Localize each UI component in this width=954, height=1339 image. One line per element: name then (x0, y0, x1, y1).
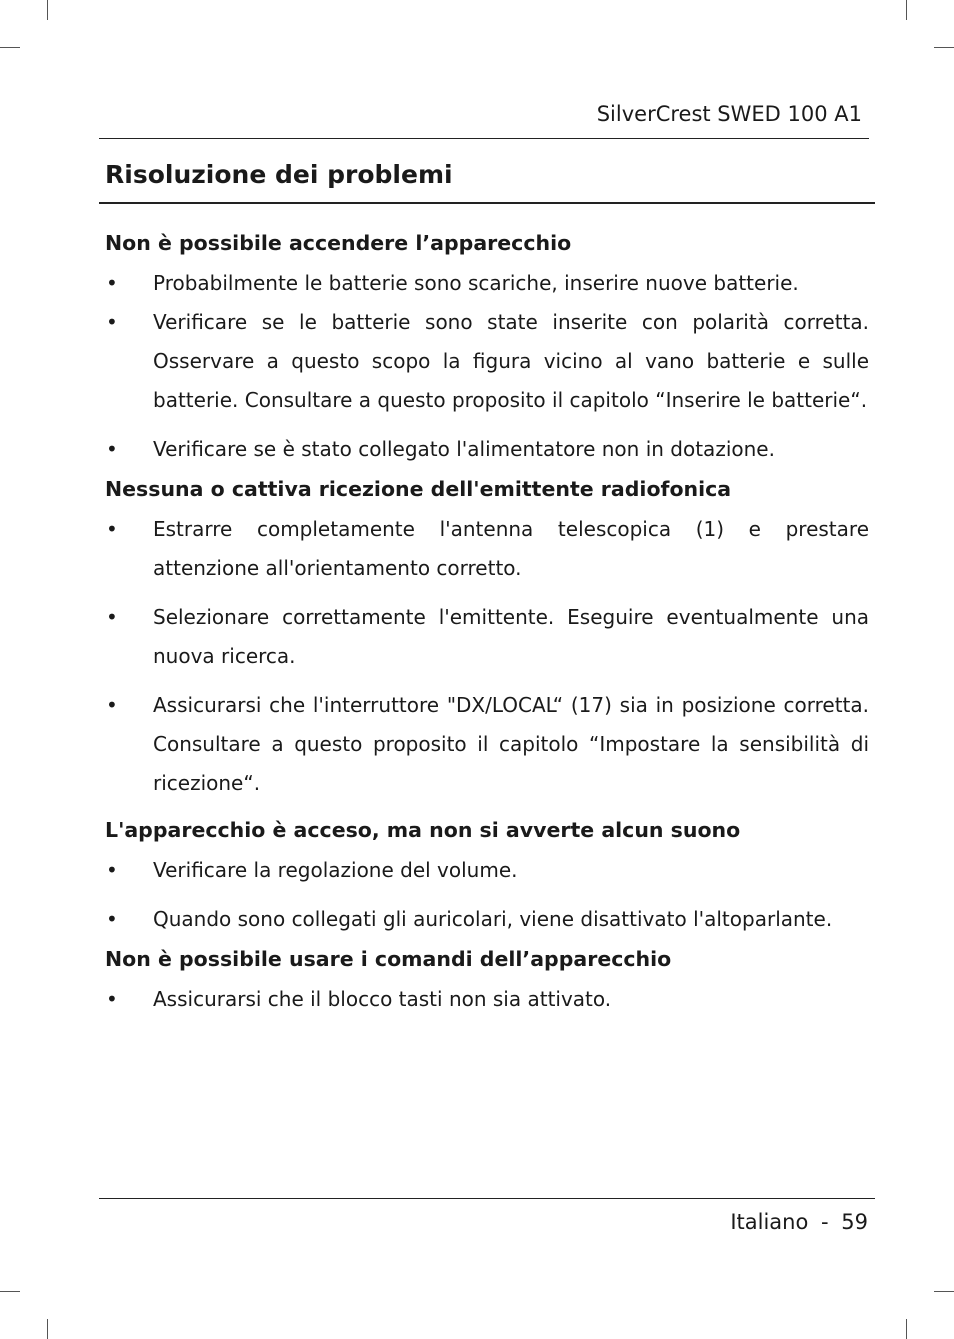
page-title: Risoluzione dei problemi (105, 160, 453, 189)
list-item (105, 851, 869, 890)
list-item-text: Assicurarsi che il blocco tasti non sia attivato. (153, 987, 612, 1011)
list-item-text: Verificare se le batterie sono state inserite con polarità corretta. Osservare a questo scopo la figura vicino al vano batterie e sulle batterie. Consultare a questo proposito il capitolo “Inserire le batterie“. (153, 310, 869, 412)
list-item (105, 686, 869, 803)
bullet-icon: • (106, 907, 118, 931)
bullet-icon: • (106, 693, 118, 717)
page-number: 59 (841, 1210, 868, 1234)
header-product: SilverCrest SWED 100 A1 (596, 102, 862, 126)
crop-mark (934, 1291, 954, 1292)
troubleshooting-content (105, 226, 869, 1019)
crop-mark (0, 1291, 20, 1292)
bullet-icon: • (106, 517, 118, 541)
list-item (105, 900, 869, 939)
crop-mark (47, 1319, 48, 1339)
footer-rule (99, 1198, 875, 1199)
bullet-icon: • (106, 437, 118, 461)
bullet-icon: • (106, 987, 118, 1011)
list-item (105, 264, 869, 303)
list-item-text: Verificare la regolazione del volume. (153, 858, 518, 882)
title-rule (99, 202, 875, 204)
footer-separator: - (821, 1210, 829, 1234)
list-item-text: Selezionare correttamente l'emittente. Eseguire eventualmente una nuova ricerca. (153, 605, 869, 668)
crop-mark (47, 0, 48, 20)
crop-mark (934, 47, 954, 48)
list-item (105, 303, 869, 420)
list-item (105, 430, 869, 469)
list-item (105, 598, 869, 676)
bullet-icon: • (106, 271, 118, 295)
footer-language: Italiano (730, 1210, 809, 1234)
bullet-icon: • (106, 858, 118, 882)
crop-mark (906, 1319, 907, 1339)
crop-mark (0, 47, 20, 48)
list-item-text: Probabilmente le batterie sono scariche, inserire nuove batterie. (153, 271, 799, 295)
list-item-text: Assicurarsi che l'interruttore "DX/LOCAL“ (17) sia in posizione corretta. Consultare a questo proposito il capitolo “Impostare la sensibilità di ricezione“. (153, 693, 869, 795)
subsection-heading: Nessuna o cattiva ricezione dell'emittente radiofonica (105, 477, 732, 501)
subsection-heading: Non è possibile accendere l’apparecchio (105, 231, 572, 255)
page-footer (730, 1207, 868, 1237)
bullet-icon: • (106, 605, 118, 629)
list-item-text: Quando sono collegati gli auricolari, viene disattivato l'altoparlante. (153, 907, 833, 931)
crop-mark (906, 0, 907, 20)
subsection-heading: L'apparecchio è acceso, ma non si avverte alcun suono (105, 818, 741, 842)
subsection-heading: Non è possibile usare i comandi dell’apparecchio (105, 947, 672, 971)
list-item (105, 510, 869, 588)
header-rule (99, 138, 869, 139)
list-item-text: Estrarre completamente l'antenna telescopica (1) e prestare attenzione all'orientamento corretto. (153, 517, 869, 580)
list-item-text: Verificare se è stato collegato l'alimentatore non in dotazione. (153, 437, 775, 461)
list-item (105, 980, 869, 1019)
bullet-icon: • (106, 310, 118, 334)
